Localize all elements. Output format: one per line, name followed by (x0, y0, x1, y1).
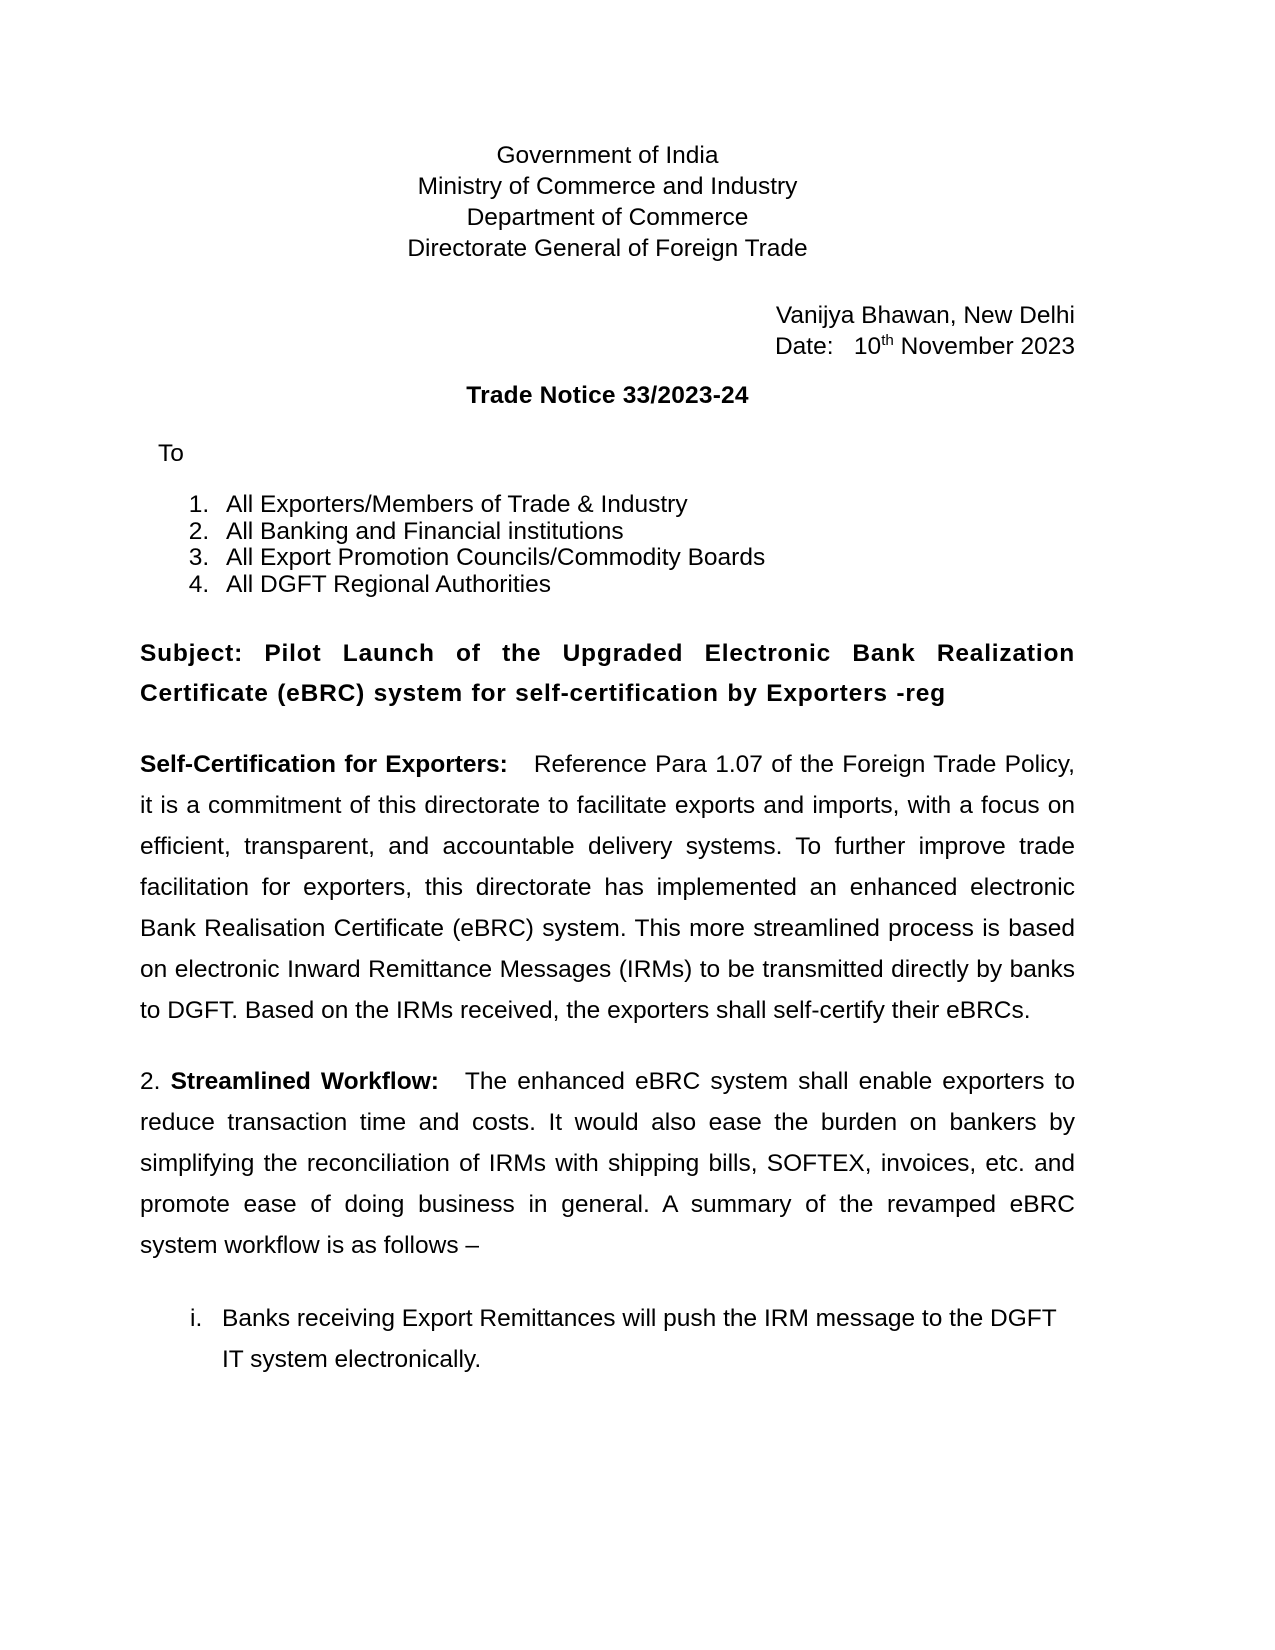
workflow-step-list (140, 1298, 1075, 1380)
paragraph-text: Reference Para 1.07 of the Foreign Trade Policy, it is a commitment of this directorate to facilitate exports and imports, with a focus on efficient, transparent, and accountable delivery systems. To further improve trade facilitation for exporters, this directorate has implemented an enhanced electronic Bank Realisation Certificate (eBRC) system. This more streamlined process is based on electronic Inward Remittance Messages (IRMs) to be transmitted directly by banks to DGFT. Based on the IRMs received, the exporters shall self-certify their eBRCs. (140, 751, 1075, 1024)
paragraph-text: The enhanced eBRC system shall enable exporters to reduce transaction time and costs. It would also ease the burden on bankers by simplifying the reconciliation of IRMs with shipping bills, SOFTEX, invoices, etc. and promote ease of doing business in general. A summary of the revamped eBRC system workflow is as follows – (140, 1068, 1075, 1259)
letterhead-line-1: Government of India (496, 142, 719, 169)
list-item: 2. All Banking and Financial institutions (216, 519, 1075, 546)
document-content (140, 140, 1075, 1380)
letterhead-line-4: Directorate General of Foreign Trade (407, 235, 808, 262)
list-item: 4. All DGFT Regional Authorities (216, 572, 1075, 599)
subject-text: Pilot Launch of the Upgraded Electronic Bank Realization Certificate (eBRC) system for self-certification by Exporters -reg (140, 640, 1075, 707)
letterhead (140, 140, 1075, 264)
date-line (140, 331, 1075, 362)
place-line: Vanijya Bhawan, New Delhi (775, 302, 1075, 329)
date-day-suffix: th (881, 331, 894, 349)
list-item-marker: i. (190, 1305, 203, 1332)
subject-line (140, 634, 1075, 714)
list-item (164, 1298, 1075, 1380)
date-label: Date: (774, 333, 834, 360)
date-day: 10 (853, 333, 882, 360)
date-rest: November 2023 (900, 333, 1075, 360)
addressee-list (140, 492, 1075, 598)
subject-label: Subject: (140, 640, 244, 667)
list-item: 3. All Export Promotion Councils/Commodity Boards (216, 545, 1075, 572)
place-date-block (140, 300, 1075, 362)
list-item: 1. All Exporters/Members of Trade & Industry (216, 492, 1075, 519)
paragraph-heading: Self-Certification for Exporters: (140, 751, 508, 778)
paragraph-heading: Streamlined Workflow: (170, 1068, 439, 1095)
letterhead-line-2: Ministry of Commerce and Industry (417, 173, 798, 200)
to-label: To (158, 440, 184, 467)
paragraph-streamlined-workflow (140, 1061, 1075, 1266)
notice-number: Trade Notice 33/2023-24 (466, 382, 749, 409)
list-item-label: Banks receiving Export Remittances will push the IRM message to the DGFT IT system electronically. (222, 1305, 1057, 1373)
paragraph-number: 2. (140, 1068, 161, 1095)
letterhead-line-3: Department of Commerce (466, 204, 749, 231)
paragraph-self-certification (140, 744, 1075, 1031)
